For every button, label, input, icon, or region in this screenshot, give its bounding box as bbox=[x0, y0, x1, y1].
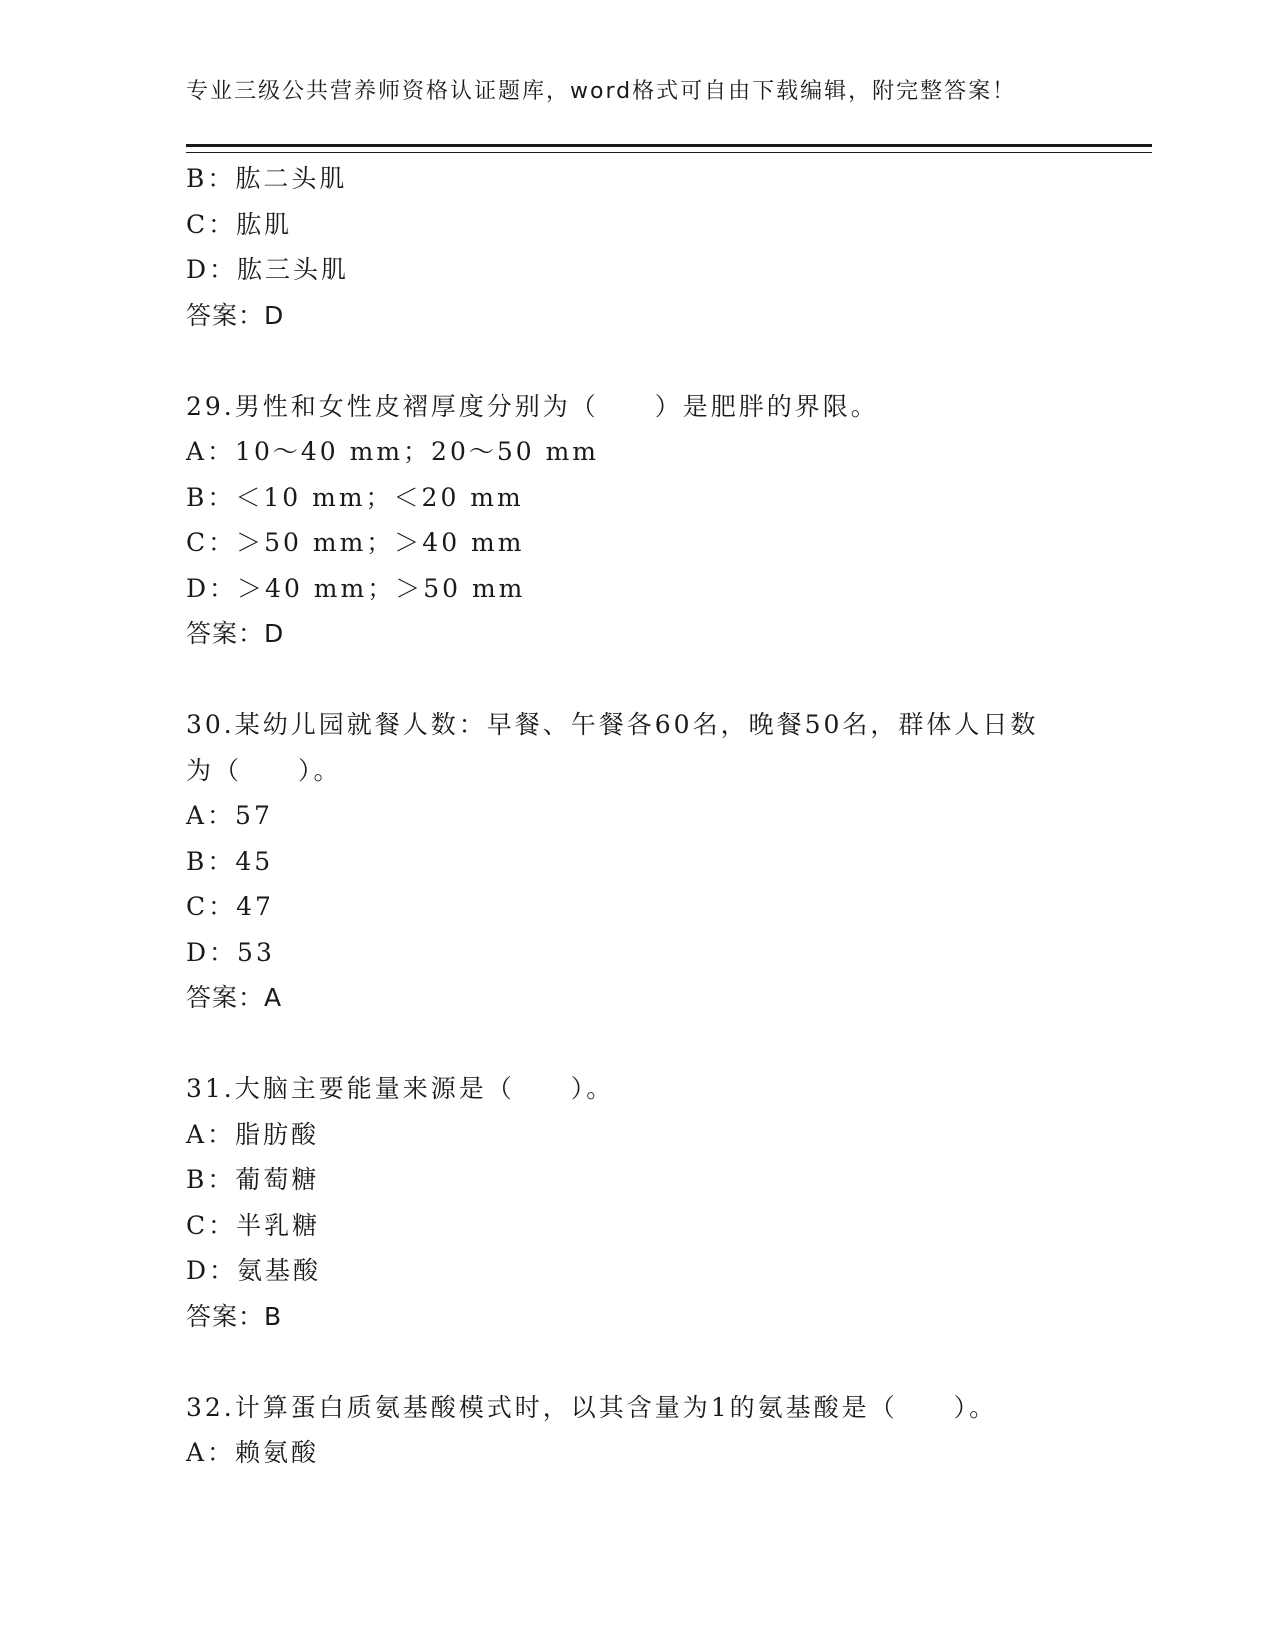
spacer bbox=[186, 1021, 1152, 1067]
question-line: 29.男性和女性皮褶厚度分别为（ ）是肥胖的界限。 bbox=[186, 391, 879, 421]
option-line: C：肱肌 bbox=[186, 209, 293, 239]
option-line: D：氨基酸 bbox=[186, 1256, 322, 1285]
question-line: 为（ ）。 bbox=[186, 755, 342, 785]
option-line: B：＜10 mm；＜20 mm bbox=[186, 482, 524, 512]
question-line: 32.计算蛋白质氨基酸模式时，以其含量为1的氨基酸是（ ）。 bbox=[186, 1392, 998, 1422]
answer-line: 答案：A bbox=[186, 983, 283, 1012]
option-line: A：赖氨酸 bbox=[186, 1438, 320, 1467]
option-line: B：45 bbox=[186, 846, 274, 876]
question-line: 31.大脑主要能量来源是（ ）。 bbox=[186, 1074, 615, 1103]
answer-line: 答案：B bbox=[186, 1301, 283, 1331]
document-body bbox=[186, 156, 1152, 1476]
answer-line: 答案：D bbox=[186, 619, 285, 648]
spacer bbox=[186, 338, 1152, 384]
spacer bbox=[186, 1339, 1152, 1385]
spacer bbox=[186, 657, 1152, 703]
option-line: D：＞40 mm；＞50 mm bbox=[186, 573, 526, 603]
option-line: A：脂肪酸 bbox=[186, 1119, 320, 1149]
option-line: C：半乳糖 bbox=[186, 1210, 321, 1240]
option-line: D：肱三头肌 bbox=[186, 255, 350, 284]
option-line: C：47 bbox=[186, 892, 274, 921]
option-line: D：53 bbox=[186, 937, 275, 967]
answer-line: 答案：D bbox=[186, 300, 285, 330]
header-rule bbox=[186, 144, 1152, 153]
page-header: 专业三级公共营养师资格认证题库，word格式可自由下载编辑，附完整答案！ bbox=[186, 79, 1017, 104]
option-line: A：10～40 mm；20～50 mm bbox=[186, 437, 600, 466]
option-line: A：57 bbox=[186, 801, 273, 830]
option-line: B：肱二头肌 bbox=[186, 164, 348, 193]
question-line: 30.某幼儿园就餐人数：早餐、午餐各60名，晚餐50名，群体人日数 bbox=[186, 710, 1039, 739]
option-line: B：葡萄糖 bbox=[186, 1165, 320, 1194]
option-line: C：＞50 mm；＞40 mm bbox=[186, 528, 525, 557]
